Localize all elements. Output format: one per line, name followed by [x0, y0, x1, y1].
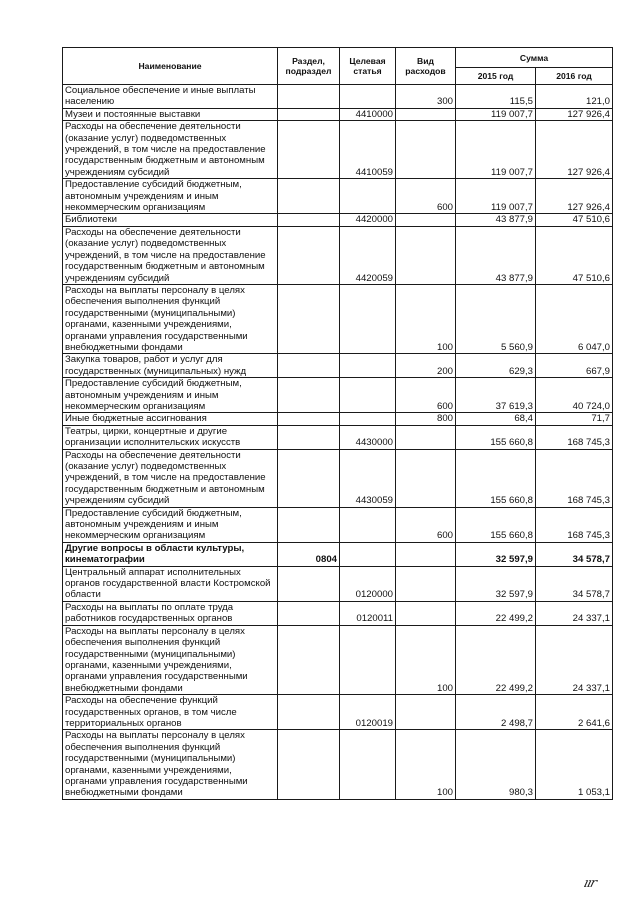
- row-kind: [396, 226, 456, 284]
- table-row: [63, 695, 613, 730]
- row-value-2016: 2 641,6: [536, 695, 613, 730]
- header-section: Раздел, подраздел: [278, 48, 340, 85]
- row-target: [340, 179, 396, 214]
- row-section: [278, 566, 340, 601]
- row-target: 0120019: [340, 695, 396, 730]
- row-value-2016: 121,0: [536, 85, 613, 109]
- table-row: [63, 542, 613, 566]
- row-target: [340, 378, 396, 413]
- row-target: 4420059: [340, 226, 396, 284]
- row-target: [340, 85, 396, 109]
- row-section: [278, 214, 340, 226]
- table-row: [63, 226, 613, 284]
- row-section: [278, 449, 340, 507]
- table-row: [63, 179, 613, 214]
- row-target: 4410000: [340, 108, 396, 120]
- row-target: 0120000: [340, 566, 396, 601]
- row-kind: [396, 601, 456, 625]
- row-name: Центральный аппарат исполнительных органов государственной власти Костромской области: [63, 566, 278, 601]
- row-value-2016: 127 926,4: [536, 179, 613, 214]
- row-target: 4410059: [340, 121, 396, 179]
- row-value-2015: 68,4: [456, 413, 536, 425]
- row-kind: [396, 121, 456, 179]
- row-kind: [396, 542, 456, 566]
- row-section: [278, 601, 340, 625]
- row-kind: [396, 449, 456, 507]
- row-target: 0120011: [340, 601, 396, 625]
- row-target: [340, 542, 396, 566]
- table-row: [63, 566, 613, 601]
- row-value-2016: 168 745,3: [536, 425, 613, 449]
- row-name: Предоставление субсидий бюджетным, автономным учреждениям и иным некоммерческим организациям: [63, 378, 278, 413]
- row-name: Расходы на выплаты персоналу в целях обеспечения выполнения функций государственными (муниципальными) органами, казенными учреждениями, органами управления государственными внебюджетными фондами: [63, 625, 278, 694]
- row-value-2015: 32 597,9: [456, 542, 536, 566]
- header-sum: Сумма: [456, 48, 613, 68]
- row-value-2015: 5 560,9: [456, 284, 536, 353]
- row-kind: [396, 108, 456, 120]
- row-name: Расходы на обеспечение деятельности (оказание услуг) подведомственных учреждений, в том числе на предоставление государственным бюджетным и автономным учреждениям субсидий: [63, 226, 278, 284]
- row-section: [278, 425, 340, 449]
- row-section: [278, 354, 340, 378]
- table-row: [63, 625, 613, 694]
- row-name: Библиотеки: [63, 214, 278, 226]
- row-section: [278, 730, 340, 799]
- row-value-2015: 22 499,2: [456, 625, 536, 694]
- header-year-2015: 2015 год: [456, 68, 536, 85]
- row-target: 4420000: [340, 214, 396, 226]
- row-target: 4430059: [340, 449, 396, 507]
- row-section: 0804: [278, 542, 340, 566]
- handwritten-mark: ıır: [581, 876, 598, 891]
- row-target: [340, 730, 396, 799]
- table-row: [63, 378, 613, 413]
- row-value-2015: 119 007,7: [456, 179, 536, 214]
- row-name: Расходы на выплаты персоналу в целях обеспечения выполнения функций государственными (муниципальными) органами, казенными учреждениями, органами управления государственными внебюджетными фондами: [63, 730, 278, 799]
- table-row: [63, 413, 613, 425]
- row-kind: 600: [396, 179, 456, 214]
- row-section: [278, 695, 340, 730]
- row-section: [278, 85, 340, 109]
- row-value-2015: 22 499,2: [456, 601, 536, 625]
- row-value-2016: 1 053,1: [536, 730, 613, 799]
- row-name: Расходы на обеспечение деятельности (оказание услуг) подведомственных учреждений, в том числе на предоставление государственным бюджетным и автономным учреждениям субсидий: [63, 121, 278, 179]
- row-kind: 800: [396, 413, 456, 425]
- row-name: Расходы на выплаты по оплате труда работников государственных органов: [63, 601, 278, 625]
- row-target: [340, 354, 396, 378]
- row-kind: 600: [396, 507, 456, 542]
- row-target: [340, 625, 396, 694]
- row-target: 4430000: [340, 425, 396, 449]
- row-value-2016: 127 926,4: [536, 121, 613, 179]
- budget-sheet: [62, 47, 613, 800]
- row-section: [278, 179, 340, 214]
- row-value-2016: 168 745,3: [536, 449, 613, 507]
- table-row: [63, 284, 613, 353]
- row-value-2016: 168 745,3: [536, 507, 613, 542]
- table-row: [63, 601, 613, 625]
- row-value-2016: 47 510,6: [536, 214, 613, 226]
- row-kind: [396, 214, 456, 226]
- table-row: [63, 449, 613, 507]
- row-section: [278, 507, 340, 542]
- row-value-2016: 40 724,0: [536, 378, 613, 413]
- header-name: Наименование: [63, 48, 278, 85]
- row-section: [278, 121, 340, 179]
- row-value-2015: 32 597,9: [456, 566, 536, 601]
- row-kind: [396, 425, 456, 449]
- row-kind: [396, 566, 456, 601]
- row-target: [340, 507, 396, 542]
- table-body: [63, 85, 613, 800]
- header-target: Целевая статья: [340, 48, 396, 85]
- row-kind: [396, 695, 456, 730]
- row-section: [278, 378, 340, 413]
- table-row: [63, 121, 613, 179]
- row-name: Иные бюджетные ассигнования: [63, 413, 278, 425]
- row-name: Расходы на обеспечение функций государственных органов, в том числе территориальных органов: [63, 695, 278, 730]
- table-header: [63, 48, 613, 85]
- row-name: Расходы на выплаты персоналу в целях обеспечения выполнения функций государственными (муниципальными) органами, казенными учреждениями, органами управления государственными внебюджетными фондами: [63, 284, 278, 353]
- row-value-2015: 155 660,8: [456, 425, 536, 449]
- row-value-2016: 71,7: [536, 413, 613, 425]
- row-name: Другие вопросы в области культуры, кинематографии: [63, 542, 278, 566]
- row-kind: 100: [396, 284, 456, 353]
- row-section: [278, 413, 340, 425]
- row-value-2016: 6 047,0: [536, 284, 613, 353]
- table-row: [63, 730, 613, 799]
- row-name: Расходы на обеспечение деятельности (оказание услуг) подведомственных учреждений, в том числе на предоставление государственным бюджетным и автономным учреждениям субсидий: [63, 449, 278, 507]
- row-name: Музеи и постоянные выставки: [63, 108, 278, 120]
- row-value-2015: 155 660,8: [456, 507, 536, 542]
- row-name: Предоставление субсидий бюджетным, автономным учреждениям и иным некоммерческим организациям: [63, 179, 278, 214]
- row-value-2015: 37 619,3: [456, 378, 536, 413]
- row-name: Предоставление субсидий бюджетным, автономным учреждениям и иным некоммерческим организациям: [63, 507, 278, 542]
- row-value-2015: 980,3: [456, 730, 536, 799]
- table-row: [63, 108, 613, 120]
- row-name: Социальное обеспечение и иные выплаты населению: [63, 85, 278, 109]
- table-row: [63, 85, 613, 109]
- row-section: [278, 625, 340, 694]
- table-row: [63, 425, 613, 449]
- table-row: [63, 214, 613, 226]
- table-row: [63, 507, 613, 542]
- row-kind: 100: [396, 730, 456, 799]
- row-value-2015: 43 877,9: [456, 226, 536, 284]
- row-kind: 600: [396, 378, 456, 413]
- row-value-2015: 2 498,7: [456, 695, 536, 730]
- row-section: [278, 108, 340, 120]
- row-name: Закупка товаров, работ и услуг для государственных (муниципальных) нужд: [63, 354, 278, 378]
- row-value-2015: 115,5: [456, 85, 536, 109]
- budget-table: [62, 47, 613, 800]
- row-value-2015: 155 660,8: [456, 449, 536, 507]
- header-year-2016: 2016 год: [536, 68, 613, 85]
- row-name: Театры, цирки, концертные и другие организации исполнительских искусств: [63, 425, 278, 449]
- row-value-2016: 47 510,6: [536, 226, 613, 284]
- row-value-2016: 24 337,1: [536, 601, 613, 625]
- row-value-2015: 119 007,7: [456, 121, 536, 179]
- row-value-2015: 629,3: [456, 354, 536, 378]
- row-value-2016: 24 337,1: [536, 625, 613, 694]
- row-value-2016: 127 926,4: [536, 108, 613, 120]
- row-target: [340, 413, 396, 425]
- row-target: [340, 284, 396, 353]
- row-section: [278, 284, 340, 353]
- row-value-2016: 34 578,7: [536, 542, 613, 566]
- row-kind: 300: [396, 85, 456, 109]
- table-row: [63, 354, 613, 378]
- row-value-2016: 667,9: [536, 354, 613, 378]
- row-section: [278, 226, 340, 284]
- row-value-2015: 43 877,9: [456, 214, 536, 226]
- row-kind: 200: [396, 354, 456, 378]
- header-kind: Вид расходов: [396, 48, 456, 85]
- row-kind: 100: [396, 625, 456, 694]
- row-value-2016: 34 578,7: [536, 566, 613, 601]
- row-value-2015: 119 007,7: [456, 108, 536, 120]
